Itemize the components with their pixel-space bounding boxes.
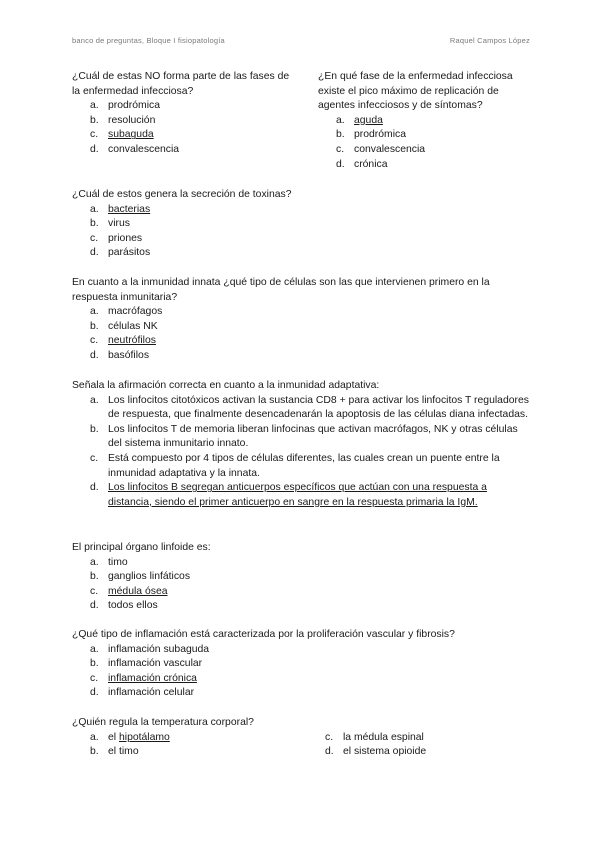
correct-answer: inflamación crónica [108,672,197,684]
option-a[interactable]: a. bacterias [90,203,151,215]
option-b[interactable]: b. el timo [90,746,139,758]
option-c[interactable]: c. convalescencia [336,143,426,155]
option-list [72,394,530,511]
question-4 [72,276,534,364]
option-list [72,99,294,157]
correct-answer: médula ósea [108,585,168,597]
question-5 [72,379,530,510]
option-list [318,114,536,172]
question-text: El principal órgano linfoide es: [72,542,211,553]
correct-answer: bacterias [108,203,151,215]
option-list [72,305,534,363]
option-b[interactable]: b. Los linfocitos T de memoria liberan linfocinas que activan macrófagos, NK y otras células del sistema inmunitario innato. [90,423,518,450]
question-8 [72,716,542,760]
question-2 [318,70,536,172]
option-c[interactable]: c. priones [90,232,143,244]
option-list [72,556,532,614]
header-left: banco de preguntas, Bloque I fisiopatología [72,36,225,45]
option-d[interactable]: d. crónica [336,158,388,170]
question-text: ¿Cuál de estas NO forma parte de las fases de la enfermedad infecciosa? [72,71,290,97]
option-list-right [307,731,542,760]
correct-answer: subaguda [108,129,154,141]
option-a[interactable]: a. macrófagos [90,306,163,318]
correct-answer: aguda [354,114,383,126]
option-d[interactable]: d. todos ellos [90,600,158,612]
option-d[interactable]: d. basófilos [90,349,150,361]
option-d[interactable]: d. Los linfocitos B segregan anticuerpos específicos que actúan con una respuesta a distancia, siendo el primer anticuerpo en sangre en la respuesta primaria la IgM. [90,482,487,508]
option-a[interactable]: a. prodrómica [90,100,160,112]
option-c[interactable]: c. subaguda [90,129,154,141]
option-list [72,643,542,701]
option-a[interactable]: a. inflamación subaguda [90,643,210,655]
question-text: En cuanto a la inmunidad innata ¿qué tipo de células son las que intervienen primero en la respuesta inmunitaria? [72,277,490,303]
option-d[interactable]: d. parásitos [90,247,151,259]
question-3 [72,188,532,261]
option-c[interactable]: c. inflamación crónica [90,672,197,684]
question-6 [72,541,532,614]
option-a[interactable]: a. Los linfocitos citotóxicos activan la sustancia CD8 + para activar los linfocitos T reguladores de respuesta, que finalmente desencadenarán la apoptosis de las células diana infectadas. [90,394,529,421]
question-text: ¿Quién regula la temperatura corporal? [72,717,254,728]
question-text: ¿Cuál de estos genera la secreción de toxinas? [72,189,292,200]
option-c[interactable]: c. Está compuesto por 4 tipos de células diferentes, las cuales crean un puente entre la inmunidad adaptativa y la innata. [90,452,500,479]
option-c[interactable]: c. neutrófilos [90,335,156,347]
option-list-left [72,731,307,760]
question-text: ¿Qué tipo de inflamación está caracterizada por la proliferación vascular y fibrosis? [72,629,455,640]
option-a[interactable]: a. el hipotálamo [90,731,170,743]
option-d[interactable]: d. convalescencia [90,143,180,155]
option-b[interactable]: b. inflamación vascular [90,658,203,670]
question-text: Señala la afirmación correcta en cuanto a la inmunidad adaptativa: [72,380,380,391]
option-a[interactable]: a. timo [90,556,128,568]
option-b[interactable]: b. ganglios linfáticos [90,571,191,583]
option-a[interactable]: a. aguda [336,114,383,126]
question-7 [72,628,542,701]
option-c[interactable]: c. médula ósea [90,585,168,597]
option-c[interactable]: c. la médula espinal [325,731,424,743]
question-text: ¿En qué fase de la enfermedad infecciosa existe el pico máximo de replicación de agentes infecciosos y de síntomas? [318,71,513,112]
option-b[interactable]: b. prodrómica [336,129,406,141]
option-list [72,203,532,261]
question-1 [72,70,294,158]
option-b[interactable]: b. resolución [90,114,156,126]
option-d[interactable]: d. inflamación celular [90,687,195,699]
option-b[interactable]: b. células NK [90,320,158,332]
correct-answer: Los linfocitos B segregan anticuerpos específicos que actúan con una respuesta a distancia, siendo el primer anticuerpo en sangre en la respuesta primaria la IgM. [108,482,487,508]
option-b[interactable]: b. virus [90,218,130,230]
option-columns [72,731,542,760]
option-d[interactable]: d. el sistema opioide [325,746,427,758]
correct-answer: hipotálamo [118,731,170,743]
correct-answer: neutrófilos [108,335,156,347]
header-right: Raquel Campos López [449,36,530,45]
